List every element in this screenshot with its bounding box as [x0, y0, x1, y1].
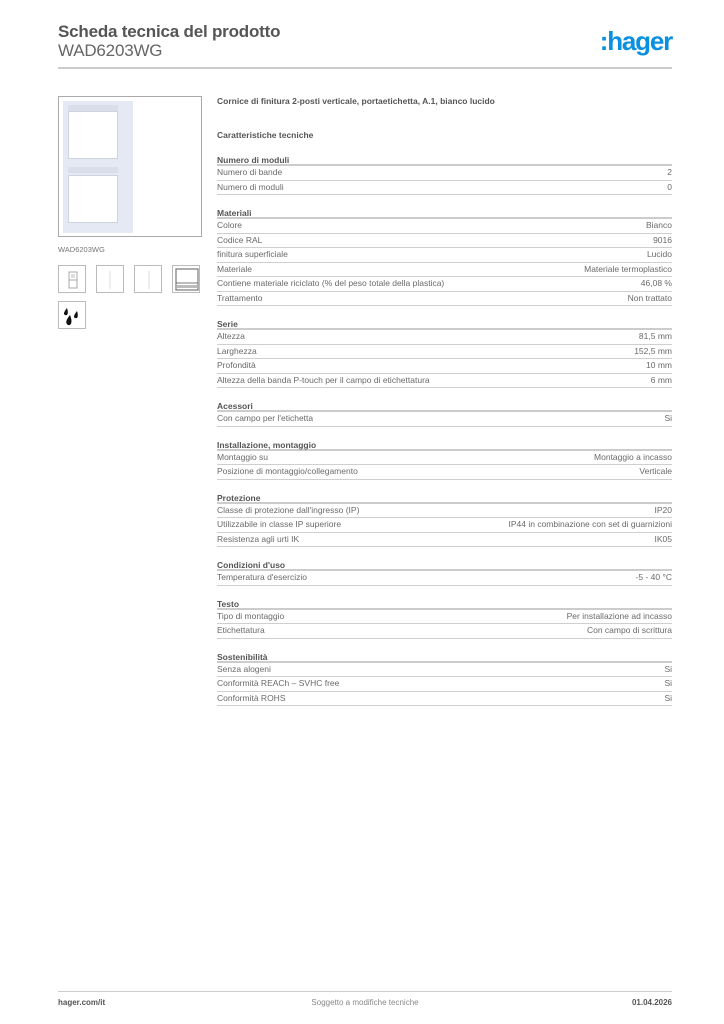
spec-value: Si: [664, 663, 672, 674]
spec-key: Profondità: [217, 360, 256, 370]
spec-row: [217, 677, 672, 692]
line-drawing-side-icon: [134, 265, 162, 293]
water-drops-icon: [58, 301, 86, 329]
spec-value: Per installazione ad incasso: [566, 610, 672, 621]
group-title: Serie: [217, 318, 672, 330]
spec-key: Conformità ROHS: [217, 692, 286, 703]
spec-key: Numero di moduli: [217, 181, 284, 192]
icon-row-2: [58, 301, 202, 329]
spec-value: 2: [667, 167, 672, 177]
header-divider: [58, 67, 672, 69]
spec-row: [217, 451, 672, 466]
spec-value: Verticale: [639, 466, 672, 476]
spec-key: Codice RAL: [217, 234, 263, 245]
spec-group-sostenibilita: [217, 651, 672, 707]
spec-key: Contiene materiale riciclato (% del peso totale della plastica): [217, 278, 445, 288]
group-title: Acessori: [217, 400, 672, 412]
spec-row: [217, 234, 672, 249]
spec-group-moduli: [217, 154, 672, 195]
spec-group-testo: [217, 598, 672, 639]
spec-key: Utilizzabile in classe IP superiore: [217, 519, 342, 529]
spec-key: Altezza: [217, 331, 245, 341]
label-holder-icon: [172, 265, 200, 293]
spec-value: Montaggio a incasso: [594, 451, 672, 462]
frame-illustration: [63, 101, 133, 233]
group-title: Sostenibilità: [217, 651, 672, 663]
section-title: Caratteristiche tecniche: [217, 130, 314, 140]
spec-row: [217, 533, 672, 548]
spec-value: 0: [667, 181, 672, 192]
spec-key: Tipo di montaggio: [217, 610, 285, 621]
page-footer: [58, 998, 672, 1010]
spec-value: IP44 in combinazione con set di guarnizioni: [508, 519, 672, 529]
spec-content: [217, 96, 672, 706]
group-title: Materiali: [217, 207, 672, 219]
spec-key: Senza alogeni: [217, 663, 271, 674]
spec-value: Si: [664, 413, 672, 423]
spec-row: [217, 465, 672, 480]
product-description: Cornice di finitura 2-posti verticale, portaetichetta, A.1, bianco lucido: [217, 96, 495, 106]
spec-key: Colore: [217, 220, 243, 230]
spec-row: [217, 345, 672, 360]
spec-value: IK05: [654, 533, 672, 544]
frame-opening-bottom: [68, 175, 118, 223]
spec-group-condizioni: [217, 559, 672, 586]
product-image: [58, 96, 202, 237]
spec-key: finitura superficiale: [217, 249, 288, 259]
footer-website-link[interactable]: hager.com/it: [58, 998, 106, 1007]
product-media-panel: [58, 96, 202, 329]
hager-logo: :hager: [599, 26, 672, 56]
spec-key: Classe di protezione dall'ingresso (IP): [217, 504, 360, 515]
spec-row: [217, 663, 672, 678]
spec-value: Si: [664, 678, 672, 688]
spec-row: [217, 181, 672, 196]
spec-key: Etichettatura: [217, 625, 265, 635]
spec-row: [217, 359, 672, 374]
line-drawing-front-icon: [96, 265, 124, 293]
product-code: WAD6203WG: [58, 41, 163, 60]
spec-key: Altezza della banda P-touch per il campo di etichettatura: [217, 374, 430, 385]
spec-value: Con campo di scrittura: [586, 625, 672, 635]
spec-row: [217, 166, 672, 181]
spec-group-materiali: [217, 207, 672, 306]
spec-group-serie: [217, 318, 672, 388]
group-title: Numero di moduli: [217, 154, 672, 166]
spec-group-protezione: [217, 492, 672, 548]
spec-row: [217, 248, 672, 263]
spec-row: [217, 571, 672, 586]
spec-key: Materiale: [217, 263, 252, 274]
spec-key: Trattamento: [217, 292, 263, 303]
image-caption: WAD6203WG: [58, 245, 105, 254]
spec-value: Bianco: [646, 220, 672, 230]
spec-row: [217, 518, 672, 533]
spec-row: [217, 330, 672, 345]
spec-value: Si: [664, 692, 672, 703]
spec-value: IP20: [654, 504, 672, 515]
spec-row: [217, 692, 672, 707]
spec-row: [217, 504, 672, 519]
spec-key: Larghezza: [217, 345, 257, 356]
spec-key: Temperatura d'esercizio: [217, 572, 307, 582]
spec-key: Posizione di montaggio/collegamento: [217, 466, 358, 476]
spec-value: 10 mm: [646, 360, 672, 370]
spec-value: 81,5 mm: [638, 331, 672, 341]
spec-row: [217, 263, 672, 278]
footer-date: 01.04.2026: [631, 998, 672, 1007]
page-header: [58, 20, 672, 70]
spec-row: [217, 412, 672, 427]
label-strip: [68, 167, 118, 173]
group-title: Protezione: [217, 492, 672, 504]
spec-row: [217, 374, 672, 389]
group-title: Condizioni d'uso: [217, 559, 672, 571]
spec-row: [217, 610, 672, 625]
frame-opening-top: [68, 111, 118, 159]
spec-group-installazione: [217, 439, 672, 480]
footer-notice: Soggetto a modifiche tecniche: [311, 998, 419, 1007]
spec-key: Con campo per l'etichetta: [217, 413, 314, 423]
spec-row: [217, 292, 672, 307]
spec-row: [217, 277, 672, 292]
footer-divider: [58, 991, 672, 992]
spec-value: 46,08 %: [640, 278, 672, 288]
icon-row: [58, 265, 202, 293]
switch-icon: [58, 265, 86, 293]
group-title: Installazione, montaggio: [217, 439, 672, 451]
group-title: Testo: [217, 598, 672, 610]
spec-value: Non trattato: [627, 292, 672, 303]
spec-row: [217, 624, 672, 639]
spec-value: -5 - 40 °C: [635, 572, 672, 582]
spec-key: Numero di bande: [217, 167, 283, 177]
spec-row: [217, 219, 672, 234]
spec-value: Materiale termoplastico: [584, 263, 672, 274]
spec-value: 6 mm: [650, 374, 672, 385]
spec-value: 152,5 mm: [634, 345, 672, 356]
spec-group-accessori: [217, 400, 672, 427]
spec-value: Lucido: [646, 249, 672, 259]
spec-key: Montaggio su: [217, 451, 269, 462]
page-title: Scheda tecnica del prodotto: [58, 22, 281, 41]
spec-value: 9016: [653, 234, 672, 245]
spec-key: Conformità REACh – SVHC free: [217, 678, 340, 688]
spec-key: Resistenza agli urti IK: [217, 533, 300, 544]
